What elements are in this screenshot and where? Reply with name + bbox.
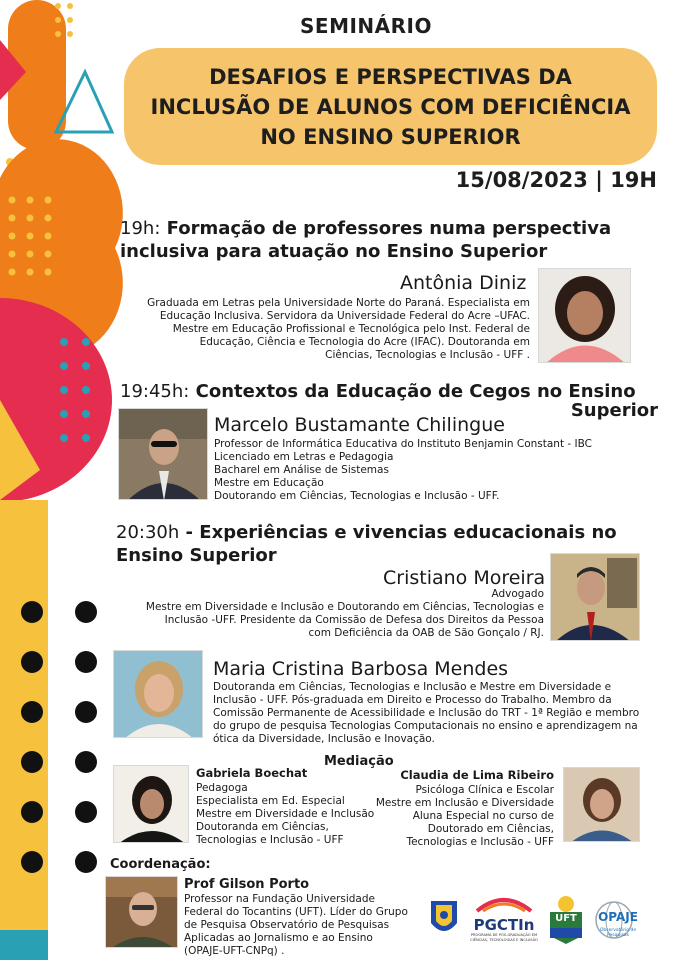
uft-logo — [546, 894, 586, 944]
mediator-name-gabriela: Gabriela Boechat — [196, 766, 308, 780]
talk-3-time: 20:30h — [116, 522, 180, 543]
coordinator-bio-gilson: Professor na Fundação Universidade Federal do Tocantins (UFT). Líder do Grupo de Pesquisa Observatório de Pesquisas Aplicadas ao Jornalismo e ao Ensino (OPAJE-UFT-CNPq) . — [184, 893, 408, 957]
speaker-photo-antonia — [538, 268, 631, 363]
talk-1-title — [120, 217, 640, 263]
mediation-heading: Mediação — [324, 754, 394, 769]
coordination-heading: Coordenação: — [110, 857, 211, 872]
title-line-3: NO ENSINO SUPERIOR — [260, 124, 521, 149]
mediator-photo-gabriela — [113, 765, 189, 843]
speaker-name-antonia: Antônia Diniz — [400, 272, 527, 294]
mediator-bio-gabriela: Pedagoga Especialista em Ed. Especial Mestre em Diversidade e Inclusão Doutoranda em Ciências, Tecnologias e Inclusão - UFF — [196, 782, 375, 846]
person-silhouette-icon — [551, 554, 640, 641]
speaker-photo-cristiano — [550, 553, 640, 641]
talk-3-topic-line-2: Ensino Superior — [116, 545, 277, 566]
speaker-bio-marcelo: Professor de Informática Educativa do Instituto Benjamin Constant - IBC Licenciado em Letras e Pedagogia Bacharel em Análise de Sistemas Mestre em Educação Doutorando em Ciências, Tecnologias e Inclusão - UFF. — [214, 438, 592, 502]
uft-text: UFT — [555, 913, 577, 924]
coordinator-info — [184, 877, 424, 958]
speaker-name-marcelo: Marcelo Bustamante Chilingue — [214, 414, 505, 436]
person-silhouette-icon — [114, 651, 203, 738]
title-line-2: INCLUSÃO DE ALUNOS COM DEFICIÊNCIA — [150, 94, 631, 119]
talk-1-topic: Formação de professores numa perspectiva inclusiva para atuação no Ensino Superior — [120, 218, 612, 262]
pgctin-logo — [469, 895, 539, 945]
speaker-photo-maria-cristina — [113, 650, 203, 738]
pgctin-mark-icon — [469, 895, 539, 913]
mediator-left — [196, 766, 386, 847]
talk-2-topic-line-2: Superior — [570, 400, 658, 421]
crest-icon — [427, 895, 461, 941]
mediator-photo-claudia — [563, 767, 640, 842]
coordinator-photo-gilson — [105, 876, 178, 948]
page-title — [151, 62, 631, 152]
mediator-name-claudia: Claudia de Lima Ribeiro — [400, 768, 554, 782]
mediator-right — [368, 768, 554, 849]
title-line-1: DESAFIOS E PERSPECTIVAS DA — [209, 64, 572, 89]
speaker-bio-maria-cristina: Doutoranda em Ciências, Tecnologias e Inclusão e Mestre em Diversidade e Inclusão - UFF. Pós-graduada em Direito e Processo do Trabalho. Membro da Comissão Permanente de Acessibilidade e Inclusão do TRT - 1ª Região e membro do grupo de pesquisa Tecnologias Computacionais no ensino e aprendizagem na ótica da Diversidade, Inclusão e Inovação. — [213, 681, 640, 745]
pgctin-text: PGCTIn — [473, 916, 535, 934]
talk-2-time: 19:45h: — [120, 381, 190, 402]
speaker-photo-marcelo — [118, 408, 208, 500]
decorative-shapes — [0, 0, 130, 960]
opaje-text: OPAJE — [598, 910, 638, 924]
talk-1-time: 19h: — [120, 218, 161, 239]
talk-3-topic-line-1: - Experiências e vivencias educacionais no — [179, 522, 617, 543]
opaje-subtext: Observatório de Pesquisas — [599, 928, 637, 938]
opaje-logo — [590, 900, 646, 944]
event-date: 15/08/2023 | 19H — [455, 168, 657, 192]
title-banner — [124, 48, 657, 165]
speaker-name-cristiano: Cristiano Moreira — [383, 567, 546, 589]
pgctin-subtext: PROGRAMA DE PÓS-GRADUAÇÃO EM CIÊNCIAS, TECNOLOGIAS E INCLUSÃO — [470, 933, 538, 942]
seminar-label: SEMINÁRIO — [300, 14, 432, 38]
speaker-bio-antonia: Graduada em Letras pela Universidade Norte do Paraná. Especialista em Educação Inclusiva. Servidora da Universidade Federal do Acre –UFAC. Mestre em Educação Profissional e Tecnológica pelo Inst. Federal de Educação, Ciência e Tecnologia do Acre (IFAC). Doutoranda em Ciências, Tecnologias e Inclusão - UFF . — [147, 297, 530, 361]
person-silhouette-icon — [119, 409, 208, 500]
person-silhouette-icon — [114, 766, 189, 843]
speaker-name-maria-cristina: Maria Cristina Barbosa Mendes — [213, 658, 509, 680]
coordinator-name-gilson: Prof Gilson Porto — [184, 877, 310, 892]
person-silhouette-icon — [106, 877, 178, 948]
person-silhouette-icon — [539, 269, 631, 363]
mediator-bio-claudia: Psicóloga Clínica e Escolar Mestre em Inclusão e Diversidade Aluna Especial no curso de Doutorado em Ciências, Tecnologias e Inclusão - UFF — [375, 784, 554, 848]
talk-2-topic-line-1: Contextos da Educação de Cegos no Ensino — [189, 381, 636, 402]
speaker-bio-cristiano: Advogado Mestre em Diversidade e Inclusão e Doutorando em Ciências, Tecnologias e Inclusão -UFF. Presidente da Comissão de Defesa dos Direitos da Pessoa com Deficiência da OAB de São Gonçalo / RJ. — [145, 588, 544, 639]
uff-crest-logo — [427, 895, 461, 941]
person-silhouette-icon — [564, 768, 640, 842]
